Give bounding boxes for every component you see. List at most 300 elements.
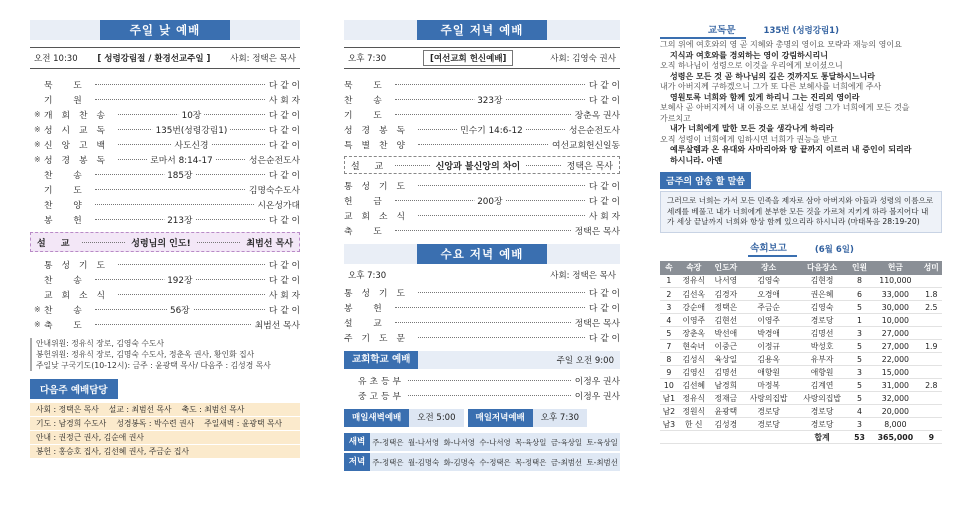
order-row bbox=[344, 178, 620, 193]
divider bbox=[395, 165, 429, 166]
dotted-leader bbox=[95, 84, 265, 85]
wed-host: 사회: 정택은 목사 bbox=[550, 271, 616, 281]
dotted-leader bbox=[395, 307, 585, 308]
dotted-leader bbox=[95, 324, 251, 325]
noon-order-list-2 bbox=[30, 257, 300, 332]
order-performer: 사 회 자 bbox=[268, 291, 300, 301]
congregation-line: 하시니라. 아멘 bbox=[670, 155, 723, 165]
dept-leader: 이정우 권사 bbox=[574, 392, 620, 402]
report-cell: 5 bbox=[849, 392, 870, 405]
report-cell: 김성식 bbox=[678, 353, 710, 366]
standing-mark: ※ bbox=[34, 125, 41, 134]
order-label: 찬 송 bbox=[344, 96, 391, 106]
report-cell: 1.8 bbox=[921, 288, 942, 301]
dotted-leader bbox=[118, 111, 265, 121]
duty-row bbox=[30, 403, 300, 417]
report-row bbox=[660, 314, 942, 327]
schedule-cell: 주-정택은 bbox=[372, 457, 404, 467]
report-cell: 10 bbox=[660, 379, 678, 392]
school-row bbox=[358, 373, 620, 388]
report-cell: 육상일 bbox=[710, 353, 742, 366]
order-performer: 다 같 이 bbox=[268, 126, 300, 136]
report-cell: 10,000 bbox=[870, 314, 920, 327]
dawn-time: 오전 5:00 bbox=[409, 409, 463, 427]
duty-row bbox=[30, 417, 300, 431]
memo-title: 금주의 암송 할 말씀 bbox=[660, 172, 751, 189]
order-row bbox=[44, 212, 300, 227]
dotted-leader bbox=[95, 171, 265, 181]
noon-theme: [ 성령강림절 / 환경선교주일 ] bbox=[97, 54, 211, 64]
dotted-leader bbox=[418, 144, 548, 145]
order-row bbox=[44, 77, 300, 92]
order-performer: 시온성가대 bbox=[257, 201, 300, 211]
schedule-type: 새벽 bbox=[344, 433, 370, 451]
order-label: 교회소식 bbox=[44, 291, 114, 301]
report-cell: 사랑의집밥 bbox=[795, 392, 848, 405]
report-cell: 남경희 bbox=[710, 379, 742, 392]
duty-item: 축도 : 최범선 목사 bbox=[181, 405, 245, 414]
report-cell bbox=[921, 405, 942, 418]
noon-subheader bbox=[30, 47, 300, 69]
order-row bbox=[344, 300, 620, 315]
wed-header-bar bbox=[344, 244, 620, 264]
duty-item: 설교 : 최범선 목사 bbox=[108, 405, 172, 414]
report-cell: 마정복 bbox=[742, 379, 795, 392]
order-label: 성경봉독 bbox=[344, 126, 414, 136]
duty-item: 사회 : 정택은 목사 bbox=[36, 405, 99, 414]
responsive-reading bbox=[660, 40, 942, 166]
standing-mark: ※ bbox=[34, 155, 41, 164]
report-cell bbox=[921, 314, 942, 327]
order-label: 성경봉독 bbox=[44, 156, 114, 166]
duty-row bbox=[30, 445, 300, 459]
report-cell: 8 bbox=[849, 275, 870, 288]
report-cell: 30,000 bbox=[870, 301, 920, 314]
report-cell: 윤광택 bbox=[710, 405, 742, 418]
order-label: 찬 송 bbox=[44, 276, 91, 286]
order-performer: 성은순전도사 bbox=[569, 126, 620, 136]
noon-service-column bbox=[30, 0, 300, 459]
report-cell: 3 bbox=[849, 366, 870, 379]
eve-title: 매일저녁예배 bbox=[468, 409, 533, 427]
dotted-leader bbox=[395, 230, 571, 231]
report-cell bbox=[921, 353, 942, 366]
order-performer: 최범선 목사 bbox=[254, 321, 300, 331]
order-performer: 다 같 이 bbox=[588, 304, 620, 314]
report-cell: 33,000 bbox=[870, 288, 920, 301]
order-row bbox=[44, 92, 300, 107]
order-label: 설 교 bbox=[344, 319, 391, 329]
order-row bbox=[344, 137, 620, 152]
order-detail: 56장 bbox=[167, 303, 193, 316]
schedule-cell: 수-나서영 bbox=[479, 437, 511, 447]
duty-item: 주일새벽 : 윤광택 목사 bbox=[204, 419, 283, 428]
evening-subheader bbox=[344, 47, 620, 69]
dotted-leader bbox=[118, 264, 265, 265]
report-total-cell: 365,000 bbox=[870, 431, 920, 444]
order-performer: 다 같 이 bbox=[588, 81, 620, 91]
schedule-row bbox=[344, 453, 620, 471]
dept-label: 중고등부 bbox=[358, 392, 404, 402]
dotted-leader bbox=[95, 276, 265, 286]
reading-title-bar bbox=[660, 22, 942, 38]
evening-host: 사회: 김영숙 권사 bbox=[550, 54, 616, 64]
order-row bbox=[44, 287, 300, 302]
dotted-leader bbox=[395, 84, 585, 85]
order-label: 기 원 bbox=[44, 96, 91, 106]
order-performer: 다 같 이 bbox=[588, 96, 620, 106]
order-performer: 다 같 이 bbox=[588, 197, 620, 207]
report-cell: 나서영 bbox=[710, 275, 742, 288]
report-cell bbox=[921, 366, 942, 379]
congregation-line: 예루살렘과 온 유대와 사마리아와 땅 끝까지 이르러 내 증인이 되리라 bbox=[670, 145, 912, 154]
next-week-duty bbox=[30, 403, 300, 459]
order-label: 묵 도 bbox=[344, 81, 391, 91]
reading-title: 교독문 bbox=[660, 22, 746, 39]
report-cell: 사랑의집밥 bbox=[742, 392, 795, 405]
evening-order-list-2 bbox=[344, 178, 620, 238]
report-cell: 유부자 bbox=[795, 353, 848, 366]
report-total-cell: 9 bbox=[921, 431, 942, 444]
report-row bbox=[660, 379, 942, 392]
report-cell bbox=[921, 418, 942, 431]
report-cell: 정택은 bbox=[710, 301, 742, 314]
order-performer: 정택은 목사 bbox=[574, 227, 620, 237]
dotted-leader bbox=[118, 294, 265, 295]
evening-column bbox=[344, 0, 620, 473]
report-cell: 110,000 bbox=[870, 275, 920, 288]
order-label: 통성기도 bbox=[44, 261, 114, 271]
report-cell: 3 bbox=[849, 327, 870, 340]
schedule-cell: 목-육상일 bbox=[515, 437, 547, 447]
order-row bbox=[344, 122, 620, 137]
schedule-cell: 목-정택은 bbox=[515, 457, 547, 467]
report-header-cell: 헌금 bbox=[870, 261, 920, 275]
congregation-line: 내가 너희에게 말한 모든 것을 생각나게 하리라 bbox=[670, 124, 834, 133]
report-cell: 김선혜 bbox=[678, 379, 710, 392]
order-row bbox=[44, 272, 300, 287]
dotted-leader bbox=[418, 292, 585, 293]
schedule-cell: 토-육상일 bbox=[586, 437, 618, 447]
order-row bbox=[44, 167, 300, 182]
dotted-leader bbox=[408, 395, 571, 396]
school-bar bbox=[344, 351, 620, 369]
order-performer: 다 같 이 bbox=[588, 182, 620, 192]
order-performer: 다 같 이 bbox=[588, 289, 620, 299]
wed-order-list bbox=[344, 285, 620, 345]
schedule-cell: 토-최범선 bbox=[586, 457, 618, 467]
report-cell: 현숙녀 bbox=[678, 340, 710, 353]
order-detail: 135번(성령강림1) bbox=[153, 123, 231, 136]
order-row bbox=[344, 330, 620, 345]
dept-label: 유초등부 bbox=[358, 377, 404, 387]
evening-order-list bbox=[344, 77, 620, 152]
noon-time: 오전 10:30 bbox=[34, 54, 78, 64]
leader-line: 그의 위에 여호와의 영 곧 지혜와 총명의 영이요 모략과 재능의 영이요 bbox=[660, 40, 902, 49]
schedule-row bbox=[344, 433, 620, 451]
report-total-cell bbox=[742, 431, 795, 444]
report-cell: 김경자 bbox=[710, 288, 742, 301]
report-header-cell: 속 bbox=[660, 261, 678, 275]
order-label: 기 도 bbox=[44, 186, 91, 196]
report-row bbox=[660, 327, 942, 340]
standing-mark: ※ bbox=[34, 110, 41, 119]
school-row bbox=[358, 388, 620, 403]
note-line: 봉헌위원: 정유식 장로, 김명숙 수도사, 정춘옥 권사, 황인화 집사 bbox=[36, 350, 255, 359]
order-label: 찬 송 bbox=[44, 306, 91, 316]
order-label: 찬 양 bbox=[44, 201, 91, 211]
dawn-title: 매일새벽예배 bbox=[344, 409, 409, 427]
order-row bbox=[344, 193, 620, 208]
report-header-row bbox=[660, 261, 942, 275]
order-row bbox=[344, 315, 620, 330]
report-cell: 20,000 bbox=[870, 405, 920, 418]
report-cell: 경로당 bbox=[795, 405, 848, 418]
order-row bbox=[344, 208, 620, 223]
order-performer: 다 같 이 bbox=[268, 171, 300, 181]
order-detail: 213장 bbox=[164, 213, 195, 226]
report-header-cell: 인원 bbox=[849, 261, 870, 275]
report-title-bar bbox=[660, 241, 942, 257]
schedule-type: 저녁 bbox=[344, 453, 370, 471]
report-cell: 31,000 bbox=[870, 379, 920, 392]
order-label: 봉 헌 bbox=[344, 304, 391, 314]
order-label: 통성기도 bbox=[344, 182, 414, 192]
divider bbox=[197, 242, 241, 243]
noon-order-list bbox=[30, 77, 300, 227]
report-cell: 경로당 bbox=[795, 314, 848, 327]
sermon-title: 성령님의 인도! bbox=[131, 238, 191, 249]
order-performer: 다 같 이 bbox=[268, 276, 300, 286]
report-header-cell: 인도자 bbox=[710, 261, 742, 275]
right-column bbox=[660, 0, 942, 444]
report-title: 속회보고 bbox=[748, 240, 797, 257]
report-cell: 이중근 bbox=[710, 340, 742, 353]
report-row bbox=[660, 353, 942, 366]
report-cell: 애향원 bbox=[742, 366, 795, 379]
report-cell: 주금순 bbox=[742, 301, 795, 314]
report-cell: 남2 bbox=[660, 405, 678, 418]
order-label: 헌 금 bbox=[344, 197, 391, 207]
order-performer: 정택은 목사 bbox=[574, 319, 620, 329]
report-total-cell bbox=[660, 431, 678, 444]
report-cell: 남1 bbox=[660, 392, 678, 405]
order-label: 묵 도 bbox=[44, 81, 91, 91]
noon-host: 사회: 정택은 목사 bbox=[230, 54, 296, 64]
report-cell: 15,000 bbox=[870, 366, 920, 379]
report-cell: 김성경 bbox=[710, 418, 742, 431]
report-cell: 3 bbox=[660, 301, 678, 314]
report-cell: 이정규 bbox=[742, 340, 795, 353]
daily-bar bbox=[344, 409, 620, 427]
report-cell: 애향원 bbox=[795, 366, 848, 379]
dotted-leader bbox=[95, 306, 265, 316]
report-total-cell bbox=[678, 431, 710, 444]
report-cell: 정유식 bbox=[678, 392, 710, 405]
wed-time: 오후 7:30 bbox=[348, 271, 387, 281]
dotted-leader bbox=[395, 197, 585, 207]
report-header-cell: 성미 bbox=[921, 261, 942, 275]
report-cell: 오경애 bbox=[742, 288, 795, 301]
order-row bbox=[344, 223, 620, 238]
report-cell: 정원식 bbox=[678, 405, 710, 418]
report-cell: 1 bbox=[660, 275, 678, 288]
noon-notes bbox=[30, 338, 300, 371]
report-cell: 김영신 bbox=[678, 366, 710, 379]
report-cell: 경로당 bbox=[795, 418, 848, 431]
report-cell bbox=[921, 327, 942, 340]
congregation-line: 영원토록 너희와 함께 있게 하리니 그는 진리의 영이라 bbox=[670, 92, 860, 102]
order-row bbox=[34, 137, 300, 152]
order-performer: 김명숙수도사 bbox=[249, 186, 300, 196]
dotted-leader bbox=[418, 185, 585, 186]
order-row bbox=[34, 152, 300, 167]
report-cell: 김용옥 bbox=[742, 353, 795, 366]
order-label: 찬 송 bbox=[44, 171, 91, 181]
sermon-label: 설 교 bbox=[351, 161, 390, 172]
report-cell: 김명선 bbox=[795, 327, 848, 340]
report-cell: 박성호 bbox=[795, 340, 848, 353]
dotted-leader bbox=[395, 96, 585, 106]
leader-line: 가르치고 bbox=[660, 113, 691, 123]
order-label: 특별찬양 bbox=[344, 141, 414, 151]
report-cell: 이영주 bbox=[742, 314, 795, 327]
schedule-cell: 금-최범선 bbox=[550, 457, 583, 467]
report-cell: 5 bbox=[849, 379, 870, 392]
report-cell: 5 bbox=[849, 301, 870, 314]
order-performer: 다 같 이 bbox=[268, 81, 300, 91]
noon-title: 주일 낮 예배 bbox=[100, 20, 230, 40]
report-cell: 박선애 bbox=[710, 327, 742, 340]
leader-line: 오직 하나님이 성령으로 이것을 우리에게 보이셨으니 bbox=[660, 61, 843, 70]
noon-sermon bbox=[30, 232, 300, 252]
report-cell: 경로당 bbox=[742, 418, 795, 431]
evening-time: 오후 7:30 bbox=[348, 54, 387, 64]
report-header-cell: 다음장소 bbox=[795, 261, 848, 275]
dotted-leader bbox=[395, 114, 571, 115]
order-row bbox=[44, 257, 300, 272]
dept-leader: 이정우 권사 bbox=[574, 377, 620, 387]
report-cell: 김현선 bbox=[710, 314, 742, 327]
report-cell: 한 신 bbox=[678, 418, 710, 431]
memo-text: 그러므로 너희는 가서 모든 민족을 제자로 삼아 아버지와 아들과 성령의 이름으로 세례를 베풀고 내가 너희에게 분부한 모든 것을 가르쳐 지키게 하라 볼지어다 내가 세상 끝날까지 너희와 항상 함께 있으리라 하시니라 (마태복음 28:19-20) bbox=[660, 191, 942, 233]
reading-number: 135번 (성령강림1) bbox=[763, 26, 839, 36]
report-cell: 9 bbox=[660, 366, 678, 379]
noon-header-bar bbox=[30, 20, 300, 40]
leader-line: 보혜사 곧 아버지께서 내 이름으로 보내실 성령 그가 너희에게 모든 것을 bbox=[660, 103, 910, 112]
report-cell: 김선옥 bbox=[678, 288, 710, 301]
report-total-cell bbox=[710, 431, 742, 444]
dotted-leader bbox=[418, 215, 585, 216]
report-cell: 7 bbox=[660, 340, 678, 353]
dotted-leader bbox=[408, 380, 571, 381]
order-performer: 다 같 이 bbox=[588, 334, 620, 344]
duty-row bbox=[30, 431, 300, 445]
order-label: 개회찬송 bbox=[44, 111, 114, 121]
congregation-line: 성령은 모든 것 곧 하나님의 깊은 것까지도 통달하시느니라 bbox=[670, 71, 875, 81]
order-label: 성시교독 bbox=[44, 126, 114, 136]
report-cell: 김명선 bbox=[710, 366, 742, 379]
school-list bbox=[344, 373, 620, 403]
sermon-label: 설 교 bbox=[37, 238, 76, 249]
dotted-leader bbox=[118, 156, 245, 166]
report-cell: 2.5 bbox=[921, 301, 942, 314]
order-detail: 185장 bbox=[164, 168, 195, 181]
report-row bbox=[660, 418, 942, 431]
order-row bbox=[344, 107, 620, 122]
congregation-line: 지식과 여호와를 경외하는 영이 강림하시리니 bbox=[670, 50, 828, 60]
duty-item: 기도 : 남경희 수도사 bbox=[36, 419, 107, 428]
evening-theme: [여선교회 헌신예배] bbox=[423, 50, 513, 66]
note-line: 주일낮 구국기도(10-12시): 금주 : 윤광택 목사/ 다음주 : 김성경 목사 bbox=[36, 361, 271, 370]
report-row bbox=[660, 340, 942, 353]
schedule-cell: 월-나서영 bbox=[407, 437, 440, 447]
report-total-cell: 합계 bbox=[795, 431, 848, 444]
order-label: 통성기도 bbox=[344, 289, 414, 299]
report-cell: 27,000 bbox=[870, 340, 920, 353]
report-header-cell: 속장 bbox=[678, 261, 710, 275]
report-cell: 27,000 bbox=[870, 327, 920, 340]
sermon-title: 신앙과 불신앙의 차이 bbox=[435, 161, 521, 172]
report-cell: 김영숙 bbox=[795, 301, 848, 314]
duty-item: 안내 : 권정근 권사, 김순애 권사 bbox=[36, 433, 144, 442]
report-cell: 22,000 bbox=[870, 353, 920, 366]
order-performer: 여선교회헌신일동 bbox=[552, 141, 620, 151]
order-detail: 로마서 8:14-17 bbox=[147, 153, 215, 166]
report-row bbox=[660, 405, 942, 418]
order-performer: 사 회 자 bbox=[588, 212, 620, 222]
order-performer: 장춘옥 권사 bbox=[574, 111, 620, 121]
standing-mark: ※ bbox=[34, 140, 41, 149]
order-label: 축 도 bbox=[44, 321, 91, 331]
standing-mark: ※ bbox=[34, 320, 41, 329]
report-row bbox=[660, 288, 942, 301]
dotted-leader bbox=[95, 204, 254, 205]
report-cell: 5 bbox=[849, 353, 870, 366]
report-cell: 8 bbox=[660, 353, 678, 366]
note-line: 안내위원: 정유식 장로, 김영숙 수도사 bbox=[36, 339, 164, 348]
dotted-leader bbox=[95, 189, 245, 190]
order-detail: 200장 bbox=[474, 194, 505, 207]
order-row bbox=[34, 122, 300, 137]
order-row bbox=[344, 285, 620, 300]
divider bbox=[526, 165, 560, 166]
report-cell bbox=[921, 275, 942, 288]
order-row bbox=[34, 317, 300, 332]
order-performer: 성은순전도사 bbox=[249, 156, 300, 166]
order-performer: 사 회 자 bbox=[268, 96, 300, 106]
report-cell: 4 bbox=[660, 314, 678, 327]
report-cell: 3 bbox=[849, 418, 870, 431]
order-performer: 다 같 이 bbox=[268, 216, 300, 226]
report-cell: 이영주 bbox=[678, 314, 710, 327]
daily-schedule bbox=[344, 433, 620, 471]
dotted-leader bbox=[418, 126, 565, 136]
dotted-leader bbox=[418, 337, 585, 338]
order-row bbox=[44, 197, 300, 212]
schedule-cell: 수-정택은 bbox=[479, 457, 511, 467]
report-cell: 김계연 bbox=[795, 379, 848, 392]
report-cell: 권은혜 bbox=[795, 288, 848, 301]
order-performer: 다 같 이 bbox=[268, 261, 300, 271]
report-cell: 1 bbox=[849, 314, 870, 327]
order-row bbox=[34, 107, 300, 122]
report-row bbox=[660, 301, 942, 314]
schedule-cell: 주-정택은 bbox=[372, 437, 404, 447]
leader-line: 내가 아버지께 구하겠으니 그가 또 다른 보혜사를 너희에게 주사 bbox=[660, 82, 882, 91]
dotted-leader bbox=[118, 141, 265, 151]
evening-title: 주일 저녁 예배 bbox=[417, 20, 547, 40]
